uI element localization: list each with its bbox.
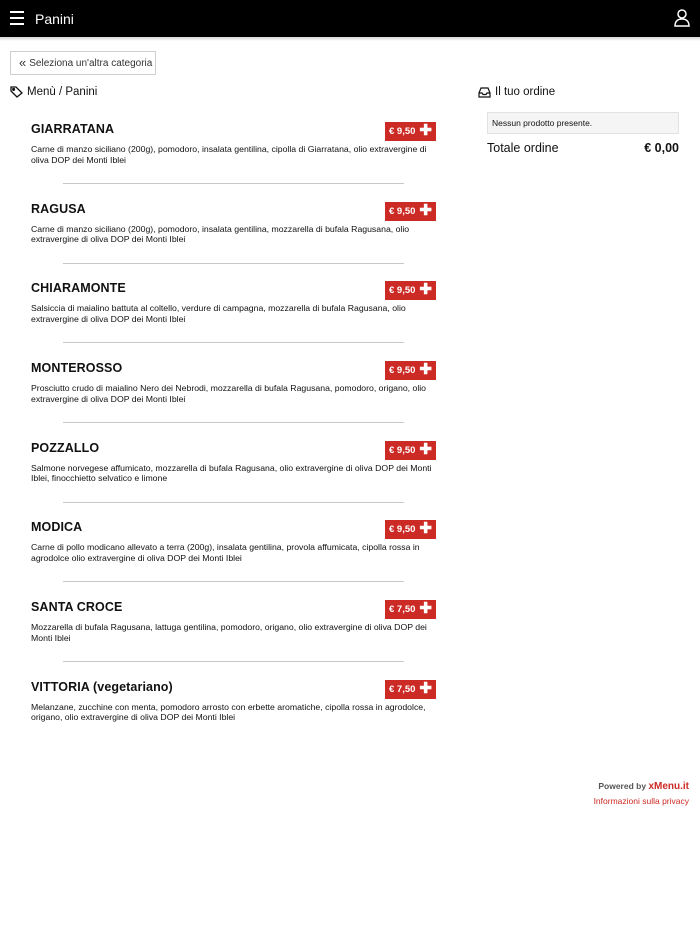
add-to-order-button[interactable] [385, 281, 436, 300]
order-total-value: € 0,00 [644, 141, 679, 155]
menu-item [31, 359, 436, 439]
menu-item-name: CHIARAMONTE [31, 281, 126, 296]
item-divider [63, 183, 404, 184]
add-to-order-button[interactable] [385, 441, 436, 460]
menu-item-name: VITTORIA (vegetariano) [31, 679, 173, 694]
menu-item-name: POZZALLO [31, 440, 100, 455]
menu-item-description: Mozzarella di bufala Ragusana, lattuga gentilina, pomodoro, origano, olio extravergine di oliva DOP dei Monti Iblei [31, 622, 427, 643]
top-bar [0, 0, 700, 37]
back-button-label: Seleziona un'altra categoria [29, 57, 153, 69]
hamburger-icon[interactable] [10, 11, 24, 25]
plus-icon: ✚ [419, 361, 432, 379]
plus-icon: ✚ [419, 201, 432, 219]
menu-item-price: € 7,50 [389, 683, 416, 695]
item-divider [63, 661, 404, 662]
plus-icon: ✚ [419, 281, 432, 299]
add-to-order-button[interactable] [385, 680, 436, 699]
back-to-categories-button[interactable] [10, 51, 156, 75]
plus-icon: ✚ [419, 122, 432, 139]
powered-by-label: Powered by [598, 781, 647, 791]
item-divider [63, 502, 404, 503]
menu-item-name: MONTEROSSO [31, 361, 123, 376]
menu-item-name: GIARRATANA [31, 122, 115, 136]
menu-item [31, 439, 436, 519]
add-to-order-button[interactable] [385, 600, 436, 619]
order-empty-message: Nessun prodotto presente. [487, 112, 679, 134]
footer [594, 781, 689, 806]
menu-item-list [31, 120, 436, 758]
menu-item-description: Melanzane, zucchine con menta, pomodoro arrosto con erbette aromatiche, cipolla rossa in agrodolce, origano, olio extravergine di oliva DOP dei Monti Iblei [31, 701, 426, 723]
menu-item-description: Carne di pollo modicano allevato a terra (200g), insalata gentilina, provola affumicata, cipolla rossa in agrodolce olio extravergine di oliva DOP dei Monti Iblei [31, 542, 420, 563]
menu-item [31, 518, 436, 598]
menu-item-price: € 9,50 [389, 444, 416, 456]
menu-item-description: Salmone norvegese affumicato, mozzarella di bufala Ragusana, olio extravergine di oliva DOP dei Monti Iblei, finocchietto selvatico e limone [31, 462, 432, 484]
plus-icon: ✚ [419, 679, 432, 697]
menu-item-price: € 9,50 [389, 365, 416, 377]
menu-item [31, 200, 436, 280]
plus-icon: ✚ [419, 520, 432, 538]
inbox-icon [478, 87, 491, 98]
privacy-link[interactable]: Informazioni sulla privacy [593, 796, 689, 806]
menu-item-name: RAGUSA [31, 201, 86, 216]
add-to-order-button[interactable] [385, 122, 436, 141]
menu-item-description: Prosciutto crudo di maialino Nero dei Nebrodi, mozzarella di bufala Ragusana, pomodoro, origano, olio extravergine di oliva DOP dei Monti Iblei [31, 383, 427, 404]
menu-item-price: € 7,50 [389, 604, 416, 616]
order-title: Il tuo ordine [495, 86, 556, 98]
menu-item [31, 120, 436, 200]
plus-icon: ✚ [419, 440, 432, 458]
item-divider [63, 342, 404, 343]
menu-item-description: Carne di manzo siciliano (200g), pomodoro, insalata gentilina, mozzarella di bufala Ragusana, olio extravergine di oliva DOP dei Monti Iblei [31, 223, 410, 245]
double-chevron-left-icon: « [19, 54, 27, 70]
menu-item-name: SANTA CROCE [31, 600, 123, 615]
menu-item-price: € 9,50 [389, 205, 416, 217]
menu-item-name: MODICA [31, 520, 83, 535]
menu-item [31, 598, 436, 678]
menu-item-price: € 9,50 [389, 126, 416, 137]
user-icon[interactable] [674, 9, 690, 27]
brand-link[interactable]: xMenu.it [648, 781, 689, 792]
menu-item-price: € 9,50 [389, 285, 416, 297]
menu-item-description: Carne di manzo siciliano (200g), pomodoro, insalata gentilina, cipolla di Giarratana, olio extravergine di oliva DOP dei Monti Iblei [31, 144, 427, 165]
menu-item [31, 678, 436, 758]
plus-icon: ✚ [419, 600, 432, 618]
add-to-order-button[interactable] [385, 520, 436, 539]
menu-item [31, 279, 436, 359]
add-to-order-button[interactable] [385, 202, 436, 221]
item-divider [63, 581, 404, 582]
order-total-label: Totale ordine [487, 141, 559, 155]
menu-item-price: € 9,50 [389, 524, 416, 536]
breadcrumb [10, 86, 97, 98]
item-divider [63, 422, 404, 423]
tag-icon [10, 86, 24, 98]
item-divider [63, 263, 404, 264]
page-title: Panini [35, 11, 74, 27]
top-bar-shadow [0, 37, 700, 41]
add-to-order-button[interactable] [385, 361, 436, 380]
order-total [487, 141, 679, 155]
breadcrumb-text: Menù / Panini [27, 86, 98, 98]
order-header [478, 86, 555, 98]
menu-item-description: Salsiccia di maialino battuta al coltello, verdure di campagna, mozzarella di bufala Ragusana, olio extravergine di oliva DOP dei Monti Iblei [31, 303, 406, 324]
